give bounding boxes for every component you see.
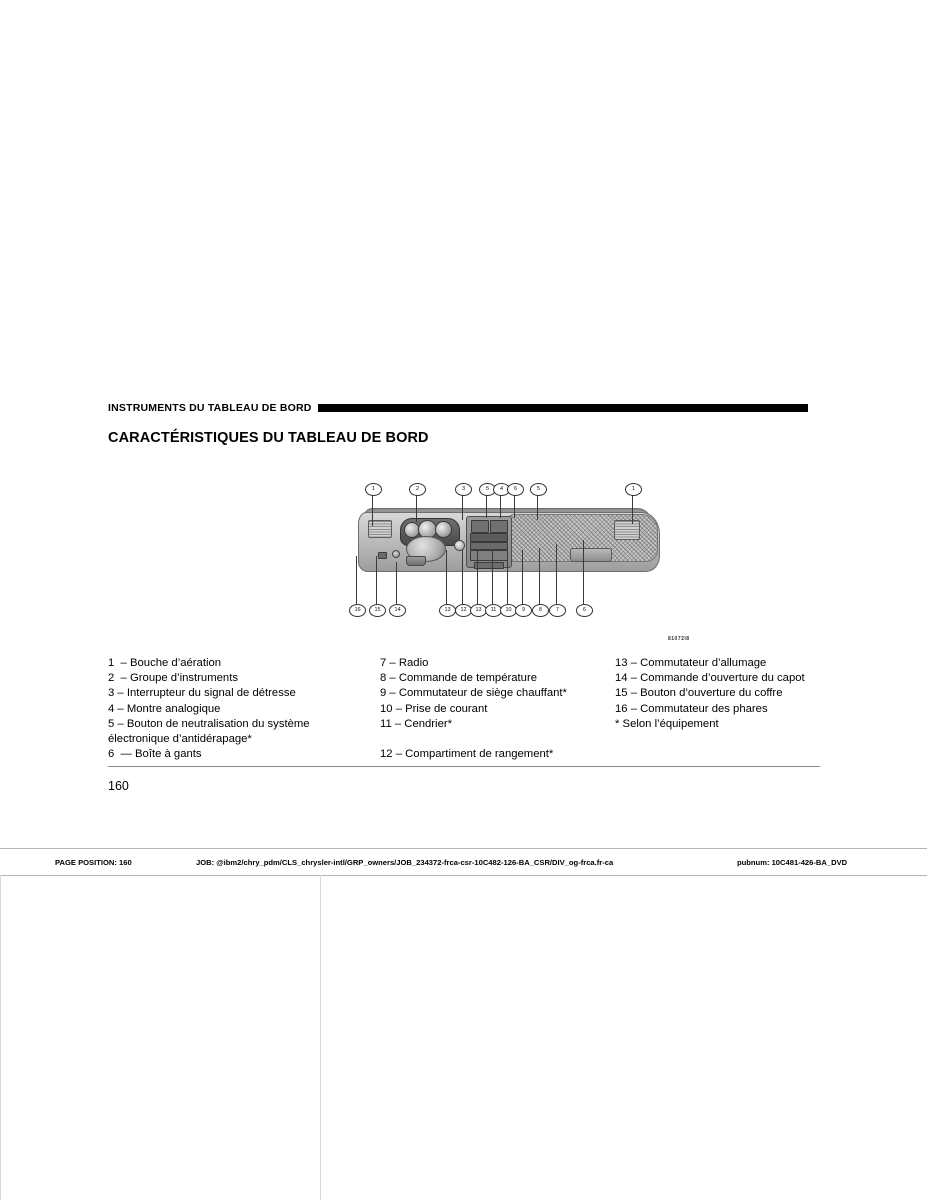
figure-callout: 2 [409,483,426,496]
radio-unit [470,533,508,542]
figure-callout: 15 [369,604,386,617]
footer-job-value: @ibm2/chry_pdm/CLS_chrysler-intl/GRP_owners/JOB_234372-frca-csr-10C482-126-BA_CSR/DIV_og-frca.fr-ca [216,858,614,867]
leader-line [462,550,463,604]
figure-callout: 5 [479,483,496,496]
leader-line [514,494,515,518]
figure-callout: 3 [455,483,472,496]
figure-code: 81072l8 [668,636,690,642]
footer-rule-top [0,848,927,849]
leader-line [507,550,508,604]
leader-line [632,494,633,524]
legend-item: 7 – Radio [380,657,429,669]
figure-callout: 12 [455,604,472,617]
figure-callout: 6 [507,483,524,496]
figure-callout: 4 [493,483,510,496]
figure-callout: 13 [439,604,456,617]
figure-callout: 14 [389,604,406,617]
leader-line [492,550,493,604]
legend-item: 14 – Commande d’ouverture du capot [615,672,805,685]
legend-item: 9 – Commutateur de siège chauffant* [380,687,567,700]
legend-column-3 [615,656,820,762]
figure-callout: 16 [349,604,366,617]
production-footer [0,858,927,872]
legend-item: 4 – Montre analogique [108,702,221,715]
figure-legend [108,656,820,762]
legend-item: 5 – Bouton de neutralisation du système [108,717,310,730]
figure-callout: 13 [470,604,487,617]
leader-line [556,544,557,604]
leader-line [522,550,523,604]
running-header-title: INSTRUMENTS DU TABLEAU DE BORD [108,402,312,414]
legend-item: 10 – Prise de courant [380,702,488,715]
footer-page-position [55,858,132,867]
footer-page-position-value: 160 [119,858,132,867]
temperature-controls [470,542,508,550]
legend-item: 2 – Groupe d’instruments [108,672,238,685]
header-rule [318,404,808,412]
dashboard-figure [330,478,690,633]
legend-item: 13 – Commutateur d’allumage [615,657,767,669]
leader-line [356,556,357,604]
sheet-edge-left [0,875,1,1200]
leader-line [372,494,373,526]
steering-column [406,556,426,566]
figure-callout: 6 [576,604,593,617]
footer-job [196,858,613,867]
legend-spacer [380,732,615,747]
figure-callout: 1 [625,483,642,496]
esp-off-switch [490,520,508,533]
page-title: CARACTÉRISTIQUES DU TABLEAU DE BORD [108,430,429,446]
legend-item: 8 – Commande de température [380,672,537,685]
leader-line [396,562,397,604]
leader-line [486,494,487,518]
storage-compartment [470,550,508,561]
footer-pubnum: pubnum: 10C481-426-BA_DVD [737,858,848,867]
figure-callout: 8 [532,604,549,617]
footer-job-label: JOB: [196,858,215,867]
legend-item: 15 – Bouton d’ouverture du coffre [615,687,783,700]
figure-callout: 10 [500,604,517,617]
air-vent-right-icon [614,520,640,540]
leader-line [477,550,478,604]
headlamp-switch-knob [392,550,400,558]
legend-item: 12 – Compartiment de rangement* [380,748,554,761]
leader-line [416,494,417,522]
ashtray [474,562,504,569]
legend-item: 6 — Boîte à gants [108,748,202,761]
legend-column-1 [108,656,380,762]
hazard-switch [471,520,489,533]
figure-callout: 11 [485,604,502,617]
dashboard-illustration [358,506,658,584]
footer-page-position-label: PAGE POSITION: [55,858,117,867]
legend-item: * Selon l’équipement [615,717,719,730]
analog-clock [454,540,465,551]
footer-rule-bottom [0,875,927,876]
leader-line [500,494,501,518]
figure-callout: 7 [549,604,566,617]
running-header [108,400,808,416]
sheet-edge-middle [320,875,321,1200]
figure-callout: 1 [365,483,382,496]
hood-release-lever [378,552,387,559]
page-number: 160 [108,779,129,793]
leader-line [539,548,540,604]
legend-column-2 [380,656,615,762]
leader-line [462,494,463,520]
legend-item: électronique d’antidérapage* [108,733,252,746]
legend-item: 3 – Interrupteur du signal de détresse [108,687,296,700]
legend-item: 11 – Cendrier* [380,717,453,730]
figure-callout: 5 [530,483,547,496]
legend-item: 1 – Bouche d’aération [108,657,222,669]
figure-callout: 9 [515,604,532,617]
glove-box [570,548,612,562]
gauge-right [435,521,452,538]
leader-line [537,494,538,520]
leader-line [376,556,377,604]
leader-line [583,540,584,604]
legend-divider [108,766,820,767]
legend-item: 16 – Commutateur des phares [615,702,768,715]
leader-line [446,550,447,604]
